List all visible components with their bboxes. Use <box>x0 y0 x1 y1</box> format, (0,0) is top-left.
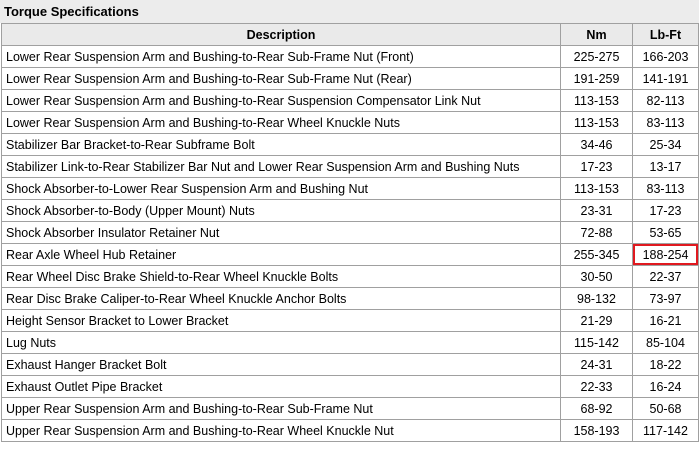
table-row <box>2 200 699 222</box>
row-description: Exhaust Outlet Pipe Bracket <box>2 376 561 398</box>
row-lbft: 16-21 <box>633 310 699 332</box>
table-row <box>2 90 699 112</box>
table-row <box>2 398 699 420</box>
header-description: Description <box>2 24 561 46</box>
row-lbft: 85-104 <box>633 332 699 354</box>
row-description: Stabilizer Link-to-Rear Stabilizer Bar Nut and Lower Rear Suspension Arm and Bushing Nuts <box>2 156 561 178</box>
row-nm: 30-50 <box>561 266 633 288</box>
row-description: Upper Rear Suspension Arm and Bushing-to-Rear Wheel Knuckle Nut <box>2 420 561 442</box>
row-nm: 68-92 <box>561 398 633 420</box>
row-nm: 17-23 <box>561 156 633 178</box>
row-description: Shock Absorber-to-Body (Upper Mount) Nuts <box>2 200 561 222</box>
row-description: Lower Rear Suspension Arm and Bushing-to-Rear Sub-Frame Nut (Front) <box>2 46 561 68</box>
table-row <box>2 310 699 332</box>
row-nm: 23-31 <box>561 200 633 222</box>
table-row <box>2 134 699 156</box>
row-lbft: 166-203 <box>633 46 699 68</box>
row-lbft: 117-142 <box>633 420 699 442</box>
row-description: Lower Rear Suspension Arm and Bushing-to-Rear Wheel Knuckle Nuts <box>2 112 561 134</box>
table-title: Torque Specifications <box>0 0 699 23</box>
table-row <box>2 288 699 310</box>
row-nm: 24-31 <box>561 354 633 376</box>
table-row <box>2 178 699 200</box>
row-lbft: 50-68 <box>633 398 699 420</box>
row-nm: 22-33 <box>561 376 633 398</box>
row-description: Rear Wheel Disc Brake Shield-to-Rear Wheel Knuckle Bolts <box>2 266 561 288</box>
row-description: Lower Rear Suspension Arm and Bushing-to-Rear Sub-Frame Nut (Rear) <box>2 68 561 90</box>
row-description: Upper Rear Suspension Arm and Bushing-to-Rear Sub-Frame Nut <box>2 398 561 420</box>
table-row <box>2 68 699 90</box>
row-lbft: 16-24 <box>633 376 699 398</box>
header-row <box>2 24 699 46</box>
row-lbft: 22-37 <box>633 266 699 288</box>
row-nm: 113-153 <box>561 178 633 200</box>
row-nm: 21-29 <box>561 310 633 332</box>
table-row <box>2 46 699 68</box>
row-lbft: 82-113 <box>633 90 699 112</box>
table-row <box>2 332 699 354</box>
row-lbft: 18-22 <box>633 354 699 376</box>
row-lbft-highlighted: 188-254 <box>633 244 699 266</box>
table-row <box>2 156 699 178</box>
row-description: Rear Axle Wheel Hub Retainer <box>2 244 561 266</box>
row-description: Exhaust Hanger Bracket Bolt <box>2 354 561 376</box>
table-row <box>2 112 699 134</box>
row-nm: 158-193 <box>561 420 633 442</box>
row-description: Shock Absorber Insulator Retainer Nut <box>2 222 561 244</box>
row-nm: 255-345 <box>561 244 633 266</box>
row-description: Shock Absorber-to-Lower Rear Suspension Arm and Bushing Nut <box>2 178 561 200</box>
table-row <box>2 222 699 244</box>
row-lbft: 141-191 <box>633 68 699 90</box>
table-body <box>2 46 699 442</box>
row-description: Rear Disc Brake Caliper-to-Rear Wheel Knuckle Anchor Bolts <box>2 288 561 310</box>
row-lbft: 13-17 <box>633 156 699 178</box>
row-lbft: 73-97 <box>633 288 699 310</box>
row-nm: 115-142 <box>561 332 633 354</box>
row-description: Stabilizer Bar Bracket-to-Rear Subframe Bolt <box>2 134 561 156</box>
header-lbft: Lb-Ft <box>633 24 699 46</box>
table-row <box>2 376 699 398</box>
row-description: Lug Nuts <box>2 332 561 354</box>
row-lbft: 83-113 <box>633 112 699 134</box>
row-nm: 225-275 <box>561 46 633 68</box>
row-description: Lower Rear Suspension Arm and Bushing-to-Rear Suspension Compensator Link Nut <box>2 90 561 112</box>
table-row <box>2 266 699 288</box>
row-description: Height Sensor Bracket to Lower Bracket <box>2 310 561 332</box>
row-lbft: 53-65 <box>633 222 699 244</box>
row-nm: 98-132 <box>561 288 633 310</box>
row-lbft: 25-34 <box>633 134 699 156</box>
row-nm: 113-153 <box>561 90 633 112</box>
table-row <box>2 354 699 376</box>
row-nm: 72-88 <box>561 222 633 244</box>
row-lbft: 17-23 <box>633 200 699 222</box>
table-row <box>2 244 699 266</box>
header-nm: Nm <box>561 24 633 46</box>
row-nm: 113-153 <box>561 112 633 134</box>
row-lbft: 83-113 <box>633 178 699 200</box>
torque-table <box>1 23 699 442</box>
row-nm: 191-259 <box>561 68 633 90</box>
row-nm: 34-46 <box>561 134 633 156</box>
table-row <box>2 420 699 442</box>
